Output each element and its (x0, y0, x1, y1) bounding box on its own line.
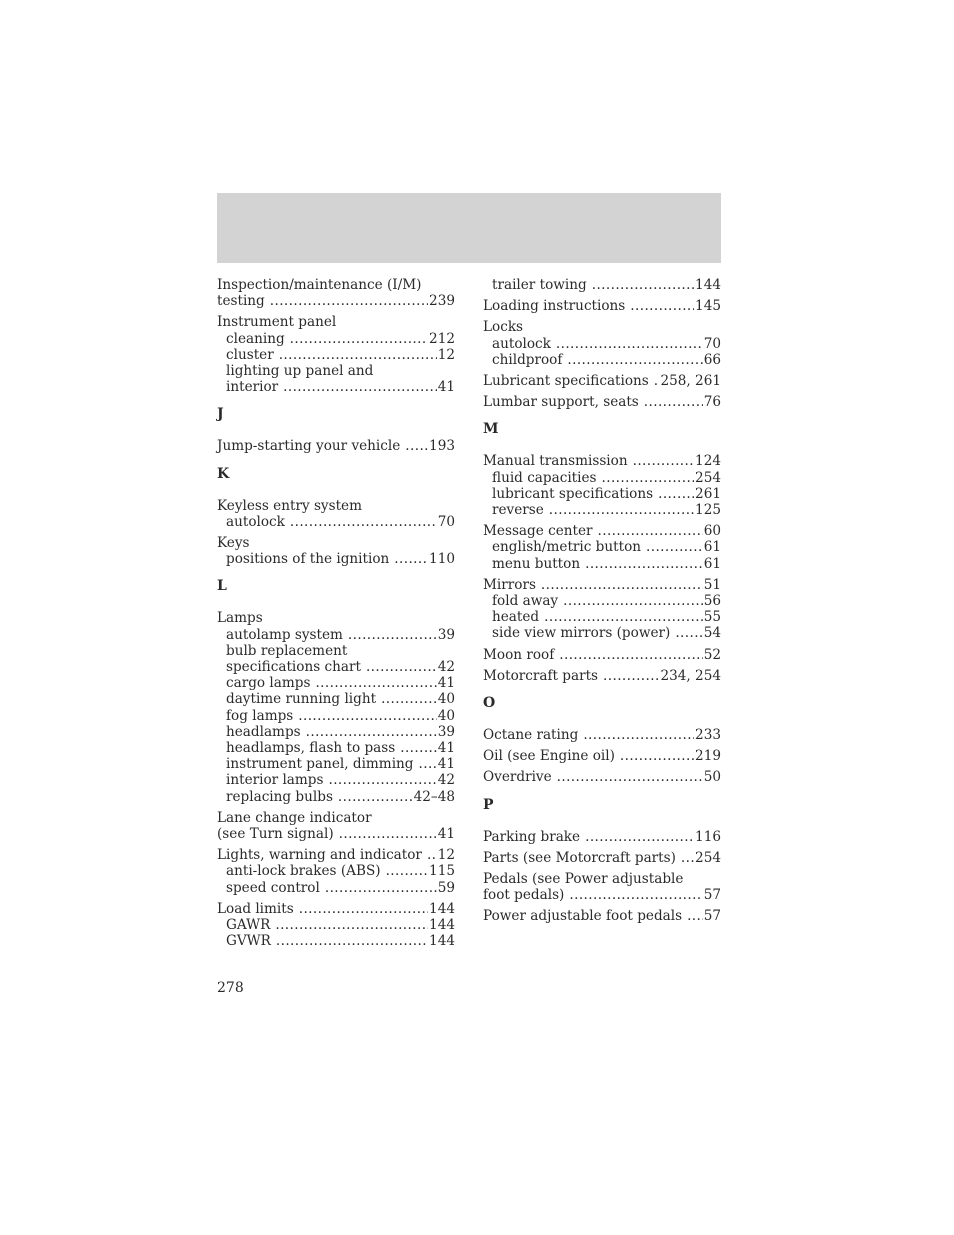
index-term: foot pedals) (483, 887, 565, 904)
index-term: headlamps, flash to pass (226, 740, 396, 757)
dot-leader (681, 850, 694, 866)
index-term: Message center (483, 523, 593, 540)
dot-leader (544, 609, 703, 625)
index-entry-line (483, 577, 721, 593)
index-term: Manual transmission (483, 453, 628, 470)
dot-leader (299, 901, 428, 917)
page-reference: 144 (429, 933, 455, 950)
index-entry-line (217, 901, 455, 917)
index-subentry-line (483, 593, 721, 609)
dot-leader (675, 625, 702, 641)
index-entry-line (217, 314, 455, 330)
index-subentry-line (483, 352, 721, 368)
page-reference: 40 (437, 707, 455, 724)
index-subentry-line (483, 556, 721, 572)
dot-leader (419, 756, 437, 772)
index-term: cleaning (226, 330, 285, 347)
index-entry-line (217, 438, 455, 454)
index-entry-line (217, 826, 455, 842)
index-term: Lamps (217, 610, 263, 627)
index-term: Octane rating (483, 727, 579, 744)
index-entry-line (217, 847, 455, 863)
index-term: heated (492, 609, 540, 626)
page-reference: 125 (695, 502, 721, 519)
index-term: GVWR (226, 933, 271, 950)
index-term: Lubricant specifications (483, 373, 649, 390)
index-subentry-line (217, 863, 455, 879)
index-entry (483, 523, 721, 572)
index-entry-line (217, 610, 455, 626)
dot-leader (328, 772, 436, 788)
index-term: Lights, warning and indicator (217, 847, 422, 864)
index-subentry-line (217, 363, 455, 379)
index-entry (483, 829, 721, 845)
index-entry (483, 850, 721, 866)
index-entry (483, 319, 721, 368)
index-entry-line (217, 498, 455, 514)
index-entry-line (483, 850, 721, 866)
dot-leader (646, 539, 703, 555)
index-term: Motorcraft parts (483, 667, 599, 684)
index-term: Oil (see Engine oil) (483, 748, 615, 765)
index-entry-line (217, 277, 455, 293)
index-subentry-line (217, 675, 455, 691)
dot-leader (275, 917, 428, 933)
index-term: positions of the ignition (226, 551, 390, 568)
dot-leader (585, 556, 703, 572)
index-term: lubricant specifications (492, 485, 654, 502)
index-entry (483, 394, 721, 410)
index-subentry-line (217, 659, 455, 675)
dot-leader (556, 336, 703, 352)
dot-leader (559, 647, 702, 663)
index-entry (483, 277, 721, 293)
index-subentry-line (483, 502, 721, 518)
index-term: Mirrors (483, 576, 536, 593)
page-reference: 39 (437, 723, 455, 740)
dot-leader (348, 627, 437, 643)
page-reference: 59 (437, 879, 455, 896)
dot-leader (603, 668, 659, 684)
page-reference: 42 (437, 772, 455, 789)
index-entry-line (483, 298, 721, 314)
page-reference: 57 (703, 908, 721, 925)
index-term: bulb replacement (226, 642, 348, 659)
section-letter: J (217, 406, 224, 423)
page-reference: 254 (695, 469, 721, 486)
page-number: 278 (217, 980, 244, 996)
index-subentry-line (217, 347, 455, 363)
index-subentry-line (217, 917, 455, 933)
index-subentry-line (483, 277, 721, 293)
page-reference: 41 (437, 379, 455, 396)
index-subentry-line (483, 470, 721, 486)
dot-leader (400, 740, 436, 756)
page-reference: 41 (437, 756, 455, 773)
index-term: Inspection/maintenance (I/M) (217, 277, 422, 293)
index-entry (483, 748, 721, 764)
page-reference: 115 (429, 863, 455, 880)
page-reference: 144 (695, 277, 721, 293)
index-subentry-line (483, 539, 721, 555)
index-term: Moon roof (483, 646, 555, 663)
page-reference: 233 (695, 727, 721, 744)
index-term: interior lamps (226, 772, 324, 789)
index-entry (217, 498, 455, 530)
index-entry (483, 453, 721, 518)
index-term: autolock (226, 513, 285, 530)
index-entry (483, 668, 721, 684)
dot-leader (290, 331, 428, 347)
section-letter: K (217, 465, 230, 482)
page-reference: 219 (695, 748, 721, 765)
page-reference: 42–48 (413, 788, 455, 805)
page-reference: 12 (437, 847, 455, 864)
page-reference: 51 (703, 576, 721, 593)
index-term: Load limits (217, 900, 294, 917)
index-entry (483, 373, 721, 389)
index-term: trailer towing (492, 277, 587, 293)
page-reference: 212 (429, 330, 455, 347)
index-entry-line (483, 829, 721, 845)
index-entry-line (483, 319, 721, 335)
index-subentry-line (217, 379, 455, 395)
dot-leader (598, 523, 703, 539)
index-term: Parts (see Motorcraft parts) (483, 849, 676, 866)
dot-leader (290, 514, 437, 530)
page-reference: 52 (703, 646, 721, 663)
index-entry-line (217, 293, 455, 309)
page-reference: 56 (703, 593, 721, 610)
index-subentry-line (217, 772, 455, 788)
index-term: testing (217, 293, 265, 310)
dot-leader (386, 863, 428, 879)
index-term: GAWR (226, 917, 271, 934)
dot-leader (583, 727, 694, 743)
dot-leader (687, 908, 703, 924)
section-letter: P (483, 796, 494, 813)
page-reference: 55 (703, 609, 721, 626)
index-term: autolamp system (226, 626, 343, 643)
index-subentry-line (217, 724, 455, 740)
index-subentry-line (217, 514, 455, 530)
index-subentry-line (217, 627, 455, 643)
index-subentry-line (483, 486, 721, 502)
index-entry (483, 647, 721, 663)
index-subentry-line (217, 643, 455, 659)
dot-leader (563, 593, 703, 609)
dot-leader (405, 438, 428, 454)
index-term: fold away (492, 593, 559, 610)
page-reference: 124 (695, 453, 721, 470)
index-entry-line (483, 748, 721, 764)
index-subentry-line (217, 708, 455, 724)
index-term: Loading instructions (483, 298, 626, 315)
index-term: Lane change indicator (217, 809, 372, 826)
page-reference: 41 (437, 740, 455, 757)
index-term: menu button (492, 555, 581, 572)
index-term: cluster (226, 346, 274, 363)
index-entry-line (483, 727, 721, 743)
page-reference: 144 (429, 917, 455, 934)
index-term: replacing bulbs (226, 788, 333, 805)
dot-leader (338, 789, 413, 805)
index-subentry-line (483, 609, 721, 625)
index-entry (217, 847, 455, 896)
page-reference: 39 (437, 626, 455, 643)
dot-leader (630, 298, 694, 314)
dot-leader (366, 659, 437, 675)
index-entry-line (483, 373, 721, 389)
index-subentry-line (483, 336, 721, 352)
index-entry-line (483, 668, 721, 684)
dot-leader (298, 708, 436, 724)
index-term: fluid capacities (492, 469, 597, 486)
index-entry (217, 901, 455, 950)
section-letter: M (483, 421, 499, 438)
index-subentry-line (217, 331, 455, 347)
index-subentry-line (217, 933, 455, 949)
index-term: fog lamps (226, 707, 294, 724)
page-reference: 144 (429, 900, 455, 917)
index-term: Lumbar support, seats (483, 394, 639, 411)
page-reference: 41 (437, 675, 455, 692)
index-entry (217, 438, 455, 454)
page-reference: 66 (703, 351, 721, 368)
dot-leader (549, 502, 694, 518)
index-entry (217, 535, 455, 567)
index-subentry-line (217, 756, 455, 772)
header-band (217, 193, 721, 263)
index-term: english/metric button (492, 539, 642, 556)
index-subentry-line (217, 789, 455, 805)
dot-leader (654, 373, 660, 389)
page-reference: 145 (695, 298, 721, 315)
index-entry (483, 769, 721, 785)
page-reference: 40 (437, 691, 455, 708)
page-reference: 41 (437, 826, 455, 843)
page-reference: 60 (703, 523, 721, 540)
index-column-left (217, 277, 455, 955)
page-reference: 61 (703, 555, 721, 572)
index-entry-line (483, 647, 721, 663)
index-term: anti-lock brakes (ABS) (226, 863, 381, 880)
index-term: Overdrive (483, 769, 552, 786)
index-term: Keyless entry system (217, 497, 362, 514)
dot-leader (602, 470, 695, 486)
index-term: daytime running light (226, 691, 377, 708)
index-entry (483, 908, 721, 924)
dot-leader (557, 769, 703, 785)
index-term: Power adjustable foot pedals (483, 908, 683, 925)
index-entry (217, 277, 455, 309)
dot-leader (658, 486, 694, 502)
page-reference: 54 (703, 625, 721, 642)
index-term: cargo lamps (226, 675, 311, 692)
page-reference: 61 (703, 539, 721, 556)
page-reference: 70 (703, 335, 721, 352)
index-term: Instrument panel (217, 314, 337, 331)
index-term: autolock (492, 335, 551, 352)
dot-leader (270, 293, 428, 309)
dot-leader (394, 551, 428, 567)
page-reference: 70 (437, 513, 455, 530)
index-term: Parking brake (483, 828, 581, 845)
index-term: Keys (217, 535, 250, 552)
index-entry (217, 314, 455, 395)
section-letter: O (483, 695, 496, 712)
page-reference: 234, 254 (660, 667, 721, 684)
page-reference: 50 (703, 769, 721, 786)
page-reference: 12 (437, 346, 455, 363)
index-term: Pedals (see Power adjustable (483, 871, 684, 888)
dot-leader (644, 394, 703, 410)
page-reference: 116 (695, 828, 721, 845)
index-term: headlamps (226, 723, 301, 740)
index-entry (217, 610, 455, 804)
dot-leader (585, 829, 694, 845)
index-entry (483, 577, 721, 642)
dot-leader (339, 826, 437, 842)
index-entry (483, 871, 721, 903)
index-subentry-line (483, 625, 721, 641)
index-entry (483, 298, 721, 314)
index-term: childproof (492, 351, 563, 368)
index-column-right (483, 277, 721, 930)
index-entry (217, 810, 455, 842)
dot-leader (427, 847, 437, 863)
index-entry-line (483, 453, 721, 469)
page-reference: 42 (437, 659, 455, 676)
page-reference: 254 (695, 849, 721, 866)
dot-leader (306, 724, 437, 740)
dot-leader (633, 453, 694, 469)
index-subentry-line (217, 691, 455, 707)
index-term: lighting up panel and (226, 363, 374, 380)
index-term: side view mirrors (power) (492, 625, 671, 642)
page-reference: 193 (429, 438, 455, 455)
index-entry-line (217, 810, 455, 826)
dot-leader (592, 277, 694, 293)
dot-leader (325, 880, 437, 896)
index-entry-line (483, 523, 721, 539)
index-term: Locks (483, 319, 524, 336)
dot-leader (541, 577, 703, 593)
index-term: interior (226, 379, 279, 396)
index-entry-line (483, 871, 721, 887)
dot-leader (279, 347, 437, 363)
index-entry-line (483, 908, 721, 924)
index-entry-line (217, 535, 455, 551)
index-entry-line (483, 769, 721, 785)
page-reference: 110 (429, 551, 455, 568)
index-term: speed control (226, 879, 320, 896)
index-term: instrument panel, dimming (226, 756, 414, 773)
page-reference: 57 (703, 887, 721, 904)
index-term: (see Turn signal) (217, 826, 334, 843)
dot-leader (620, 748, 694, 764)
dot-leader (569, 887, 702, 903)
index-term: Jump-starting your vehicle (217, 438, 401, 455)
index-term: reverse (492, 502, 544, 519)
page-reference: 76 (703, 394, 721, 411)
index-term: specifications chart (226, 659, 361, 676)
index-entry-line (483, 394, 721, 410)
index-entry-line (483, 887, 721, 903)
dot-leader (567, 352, 702, 368)
dot-leader (276, 933, 428, 949)
index-subentry-line (217, 740, 455, 756)
page-reference: 258, 261 (660, 373, 721, 390)
page-reference: 239 (429, 293, 455, 310)
section-letter: L (217, 578, 227, 595)
page-reference: 261 (695, 485, 721, 502)
dot-leader (315, 675, 436, 691)
index-subentry-line (217, 880, 455, 896)
dot-leader (283, 379, 437, 395)
index-entry (483, 727, 721, 743)
index-subentry-line (217, 551, 455, 567)
dot-leader (381, 691, 437, 707)
